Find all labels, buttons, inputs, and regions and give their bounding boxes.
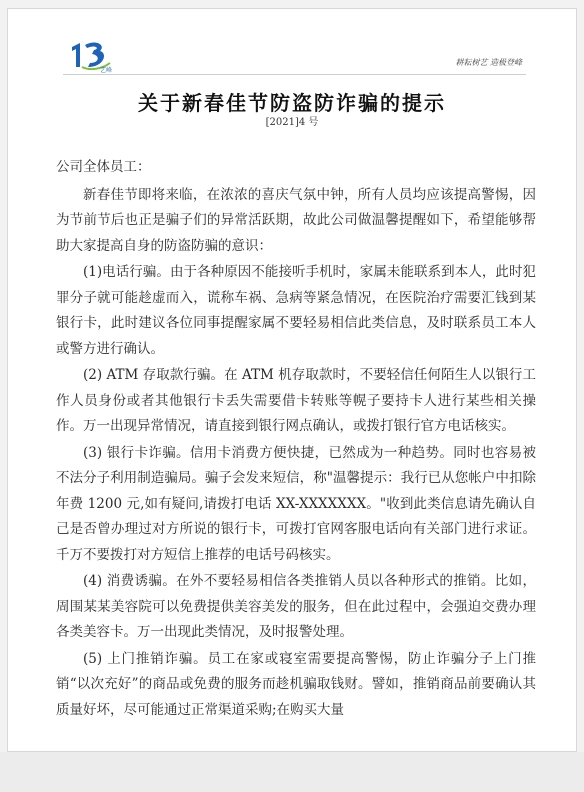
paragraph-phone-scam: (1)电话行骗。由于各种原因不能接听手机时，家属未能联系到本人，此时犯罪分子就可能趁虚而入，谎称车祸、急病等紧急情况，在医院治疗需要汇钱到某银行卡，此时建议各位同事提醒家属不要轻易相信此类信息，及时联系员工本人或警方进行确认。 <box>56 264 536 357</box>
header-divider <box>63 74 526 75</box>
document-number: [2021]4 号 <box>265 117 319 128</box>
paragraph-intro: 新春佳节即将来临，在浓浓的喜庆气氛中钟，所有人员均应该提高警惕，因为节前节后也正是骗子们的异常活跃期，故此公司做温馨提醒如下，希望能够帮助大家提高自身的防盗防骗的意识： <box>56 186 536 254</box>
letterhead-slogan: 耕耘树艺 造极登峰 <box>455 58 522 67</box>
paragraph-atm-scam: (2) ATM 存取款行骗。在 ATM 机存取款时，不要轻信任何陌生人以银行工作人员身份或者其他银行卡丢失需要借卡转账等幌子要持卡人进行某些相关操作。万一出现异常情况，请直接到银行网点确认，或拨打银行官方电话核实。 <box>56 367 536 434</box>
viewer-bottom-strip <box>0 752 584 792</box>
company-logo <box>68 37 118 73</box>
paragraph-consumer-lure: (4) 消费诱骗。在外不要轻易相信各类推销人员以各种形式的推销。比如，周围某某美容院可以免费提供美容美发的服务，但在此过程中，会强迫交费办理各类美容卡。万一出现此类情况，及时报警处理。 <box>56 573 536 640</box>
paragraph-bank-card-scam: (3) 银行卡诈骗。信用卡消费方便快捷，已然成为一种趋势。同时也容易被不法分子利用制造骗局。骗子会发来短信，称"温馨提示：我行已从您帐户中扣除年费 1200 元,如有疑问,请拨打电话 XX-XXXXXXX。"收到此类信息请先确认自己是否曾办理过对方所说的银行卡，可拨打官网客服电话向有关部门进行求证。千万不要拨打对方短信上推荐的电话号码核实。 <box>56 444 536 563</box>
letterhead <box>8 9 576 73</box>
document-title: 关于新春佳节防盗防诈骗的提示 <box>138 91 446 115</box>
greeting: 公司全体员工： <box>56 159 151 175</box>
document-body <box>56 155 536 723</box>
logo-text: 艺峰 <box>100 67 113 73</box>
document-page <box>7 8 577 752</box>
paragraph-door-to-door-scam: (5) 上门推销诈骗。员工在家或寝室需要提高警惕，防止诈骗分子上门推销“以次充好”的商品或免费的服务而趁机骗取钱财。譬如，推销商品前要确认其质量好坏，尽可能通过正常渠道采购;在购买大量 <box>56 650 536 718</box>
